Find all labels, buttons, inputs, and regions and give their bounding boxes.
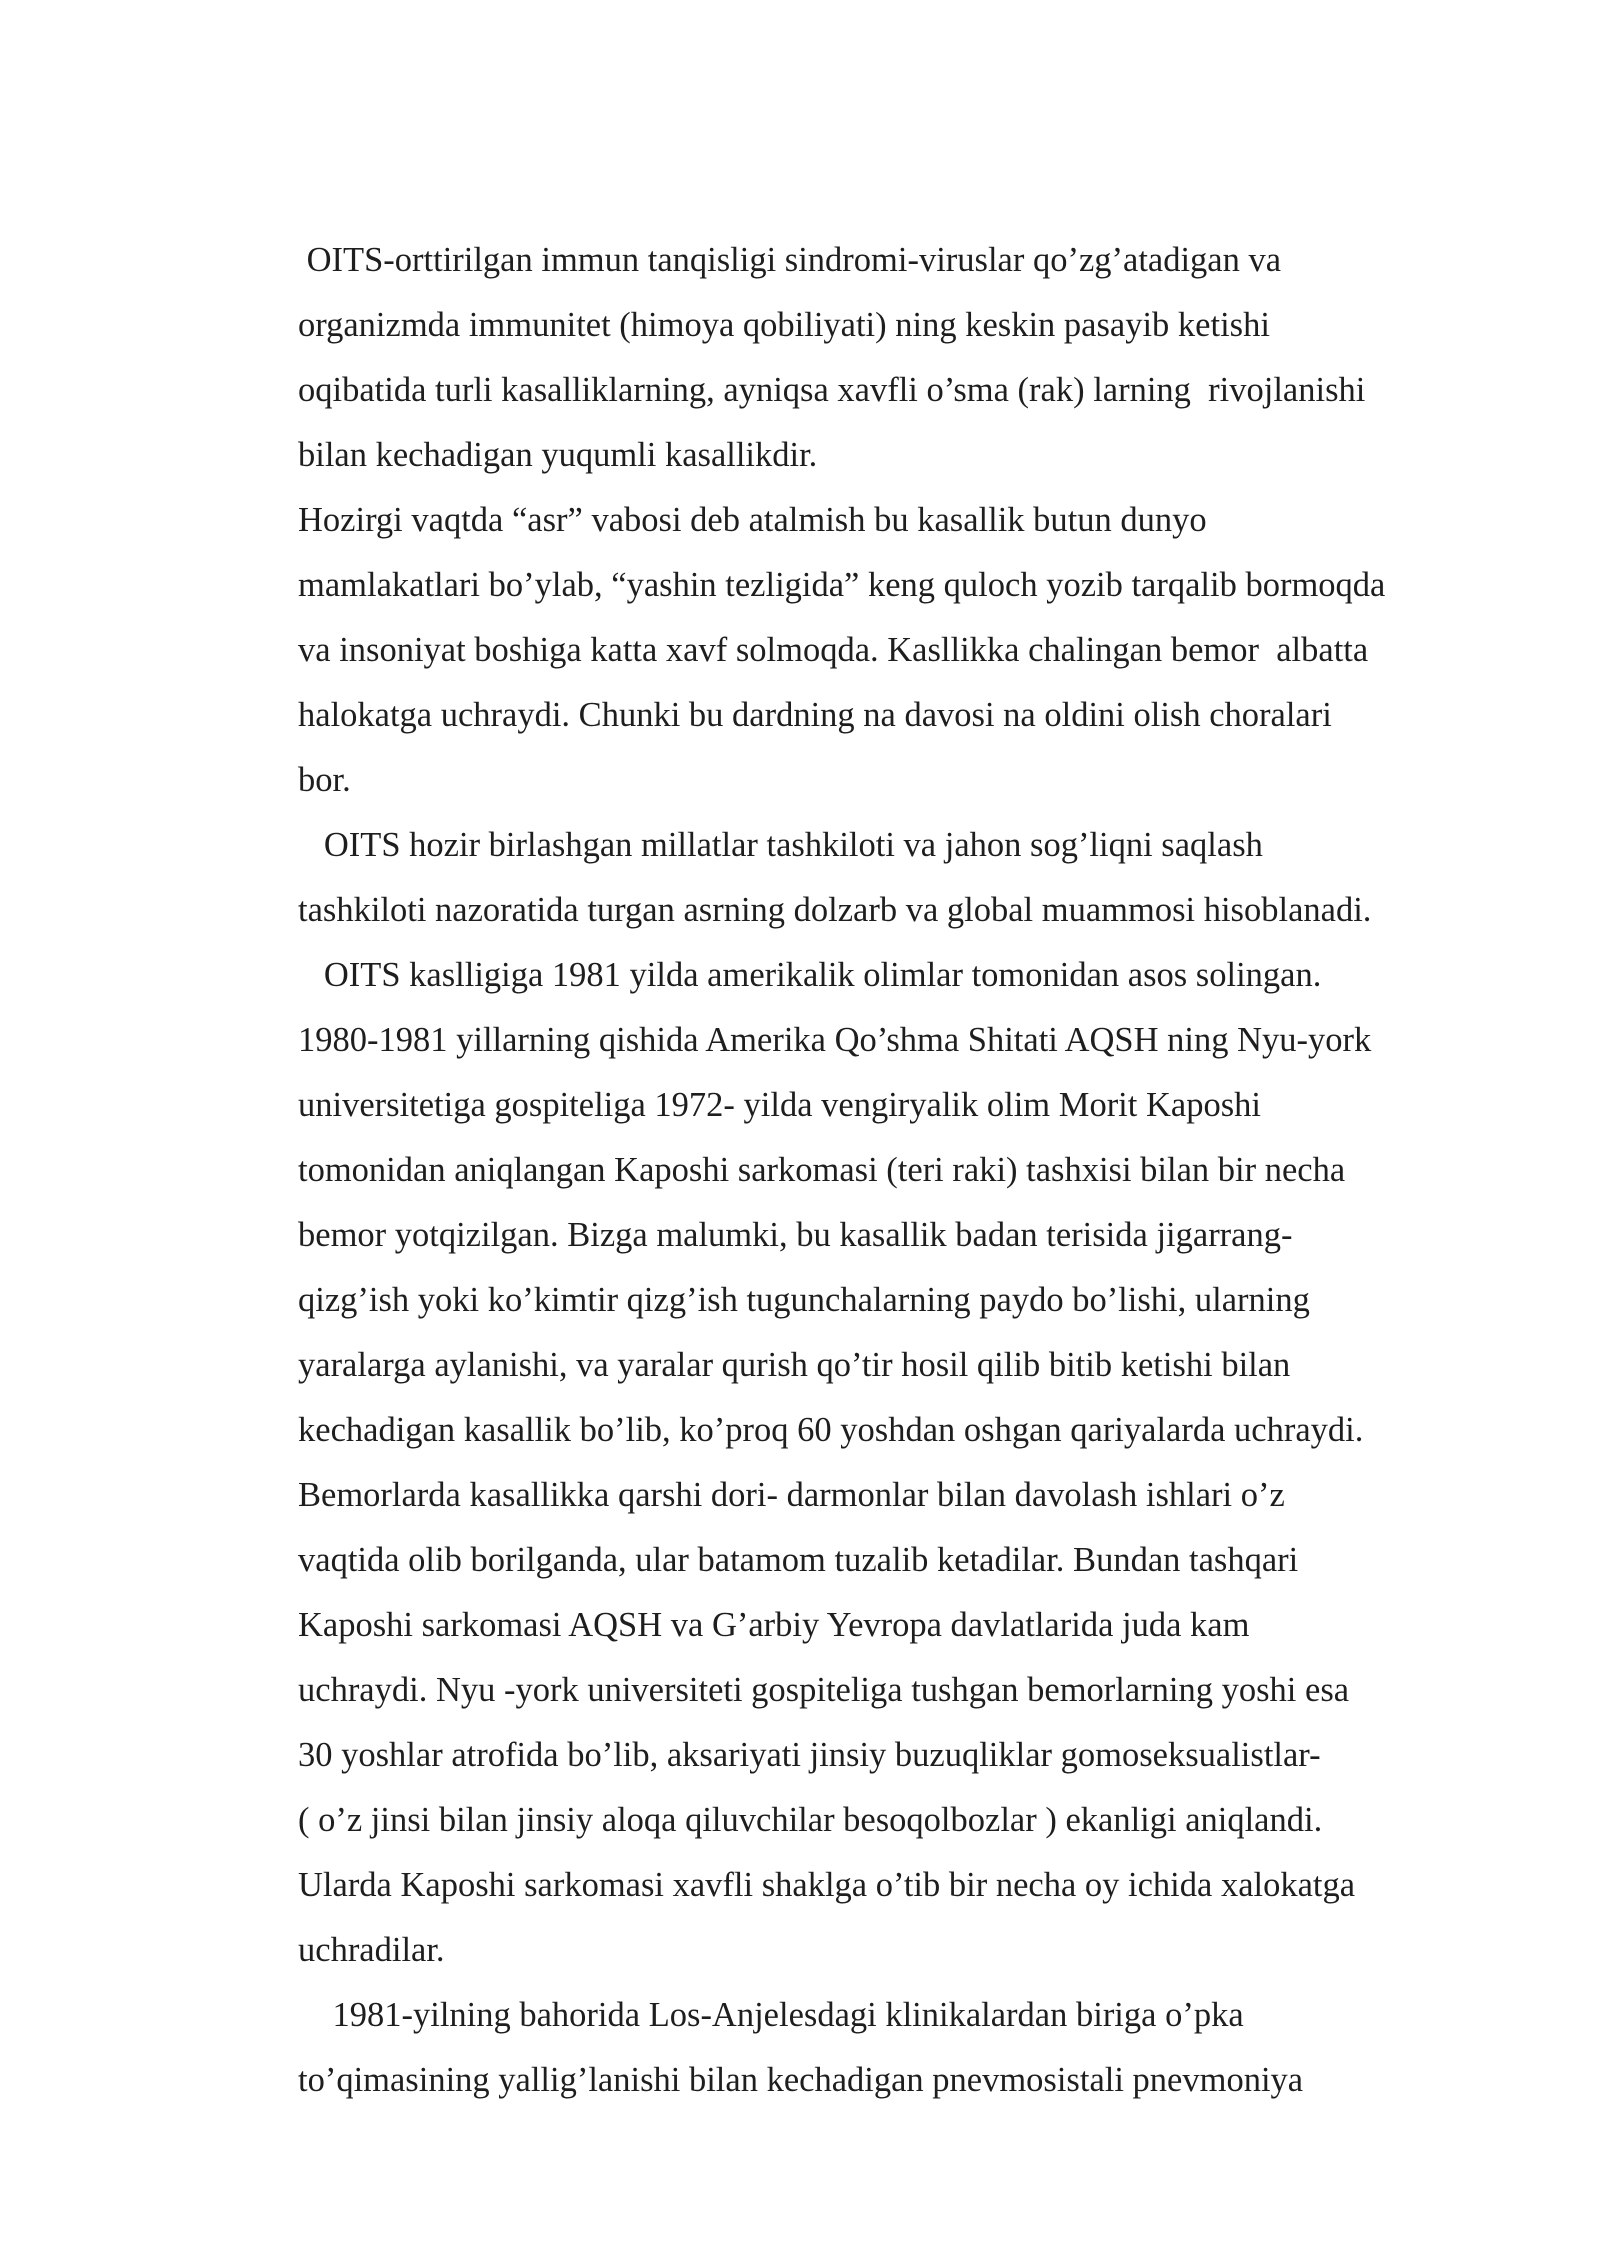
text-line: universitetiga gospiteliga 1972- yilda vengiryalik olim Morit Kaposhi xyxy=(298,1086,1261,1124)
text-line: bor. xyxy=(298,761,351,799)
text-line: kechadigan kasallik bo’lib, ko’proq 60 yoshdan oshgan qariyalarda uchraydi. xyxy=(298,1411,1364,1449)
text-line: OITS kaslligiga 1981 yilda amerikalik olimlar tomonidan asos solingan. xyxy=(298,956,1322,994)
text-line: tashkiloti nazoratida turgan asrning dolzarb va global muammosi hisoblanadi. xyxy=(298,891,1372,929)
text-line: ( o’z jinsi bilan jinsiy aloqa qiluvchilar besoqolbozlar ) ekanligi aniqlandi. xyxy=(298,1801,1323,1839)
text-line: yaralarga aylanishi, va yaralar qurish qo’tir hosil qilib bitib ketishi bilan xyxy=(298,1346,1291,1384)
text-line: va insoniyat boshiga katta xavf solmoqda. Kasllikka chalingan bemor albatta xyxy=(298,631,1369,669)
text-line: Kaposhi sarkomasi AQSH va G’arbiy Yevropa davlatlarida juda kam xyxy=(298,1606,1250,1644)
text-line: mamlakatlari bo’ylab, “yashin tezligida” keng quloch yozib tarqalib bormoqda xyxy=(298,566,1386,604)
text-line: 1980-1981 yillarning qishida Amerika Qo’shma Shitati AQSH ning Nyu-york xyxy=(298,1021,1372,1059)
body-text xyxy=(298,228,1528,2113)
text-line: uchraydi. Nyu -york universiteti gospiteliga tushgan bemorlarning yoshi esa xyxy=(298,1671,1350,1709)
text-line: qizg’ish yoki ko’kimtir qizg’ish tugunchalarning paydo bo’lishi, ularning xyxy=(298,1281,1310,1319)
text-line: vaqtida olib borilganda, ular batamom tuzalib ketadilar. Bundan tashqari xyxy=(298,1541,1299,1579)
text-line: halokatga uchraydi. Chunki bu dardning na davosi na oldini olish choralari xyxy=(298,696,1332,734)
text-line: 1981-yilning bahorida Los-Anjelesdagi klinikalardan biriga o’pka xyxy=(298,1996,1244,2034)
text-line: organizmda immunitet (himoya qobiliyati) ning keskin pasayib ketishi xyxy=(298,306,1270,344)
text-line: OITS-orttirilgan immun tanqisligi sindromi-viruslar qo’zg’atadigan va xyxy=(298,241,1282,279)
text-line: Ularda Kaposhi sarkomasi xavfli shaklga o’tib bir necha oy ichida xalokatga xyxy=(298,1866,1356,1904)
text-line: oqibatida turli kasalliklarning, ayniqsa xavfli o’sma (rak) larning rivojlanishi xyxy=(298,371,1366,409)
text-line: OITS hozir birlashgan millatlar tashkiloti va jahon sog’liqni saqlash xyxy=(298,826,1263,864)
text-line: to’qimasining yallig’lanishi bilan kechadigan pnevmosistali pnevmoniya xyxy=(298,2061,1304,2099)
text-line: Bemorlarda kasallikka qarshi dori- darmonlar bilan davolash ishlari o’z xyxy=(298,1476,1285,1514)
text-line: uchradilar. xyxy=(298,1931,445,1969)
text-line: tomonidan aniqlangan Kaposhi sarkomasi (teri raki) tashxisi bilan bir necha xyxy=(298,1151,1346,1189)
text-line: bemor yotqizilgan. Bizga malumki, bu kasallik badan terisida jigarrang- xyxy=(298,1216,1293,1254)
text-line: bilan kechadigan yuqumli kasallikdir. xyxy=(298,436,818,474)
text-line: Hozirgi vaqtda “asr” vabosi deb atalmish bu kasallik butun dunyo xyxy=(298,501,1207,539)
text-line: 30 yoshlar atrofida bo’lib, aksariyati jinsiy buzuqliklar gomoseksualistlar- xyxy=(298,1736,1321,1774)
